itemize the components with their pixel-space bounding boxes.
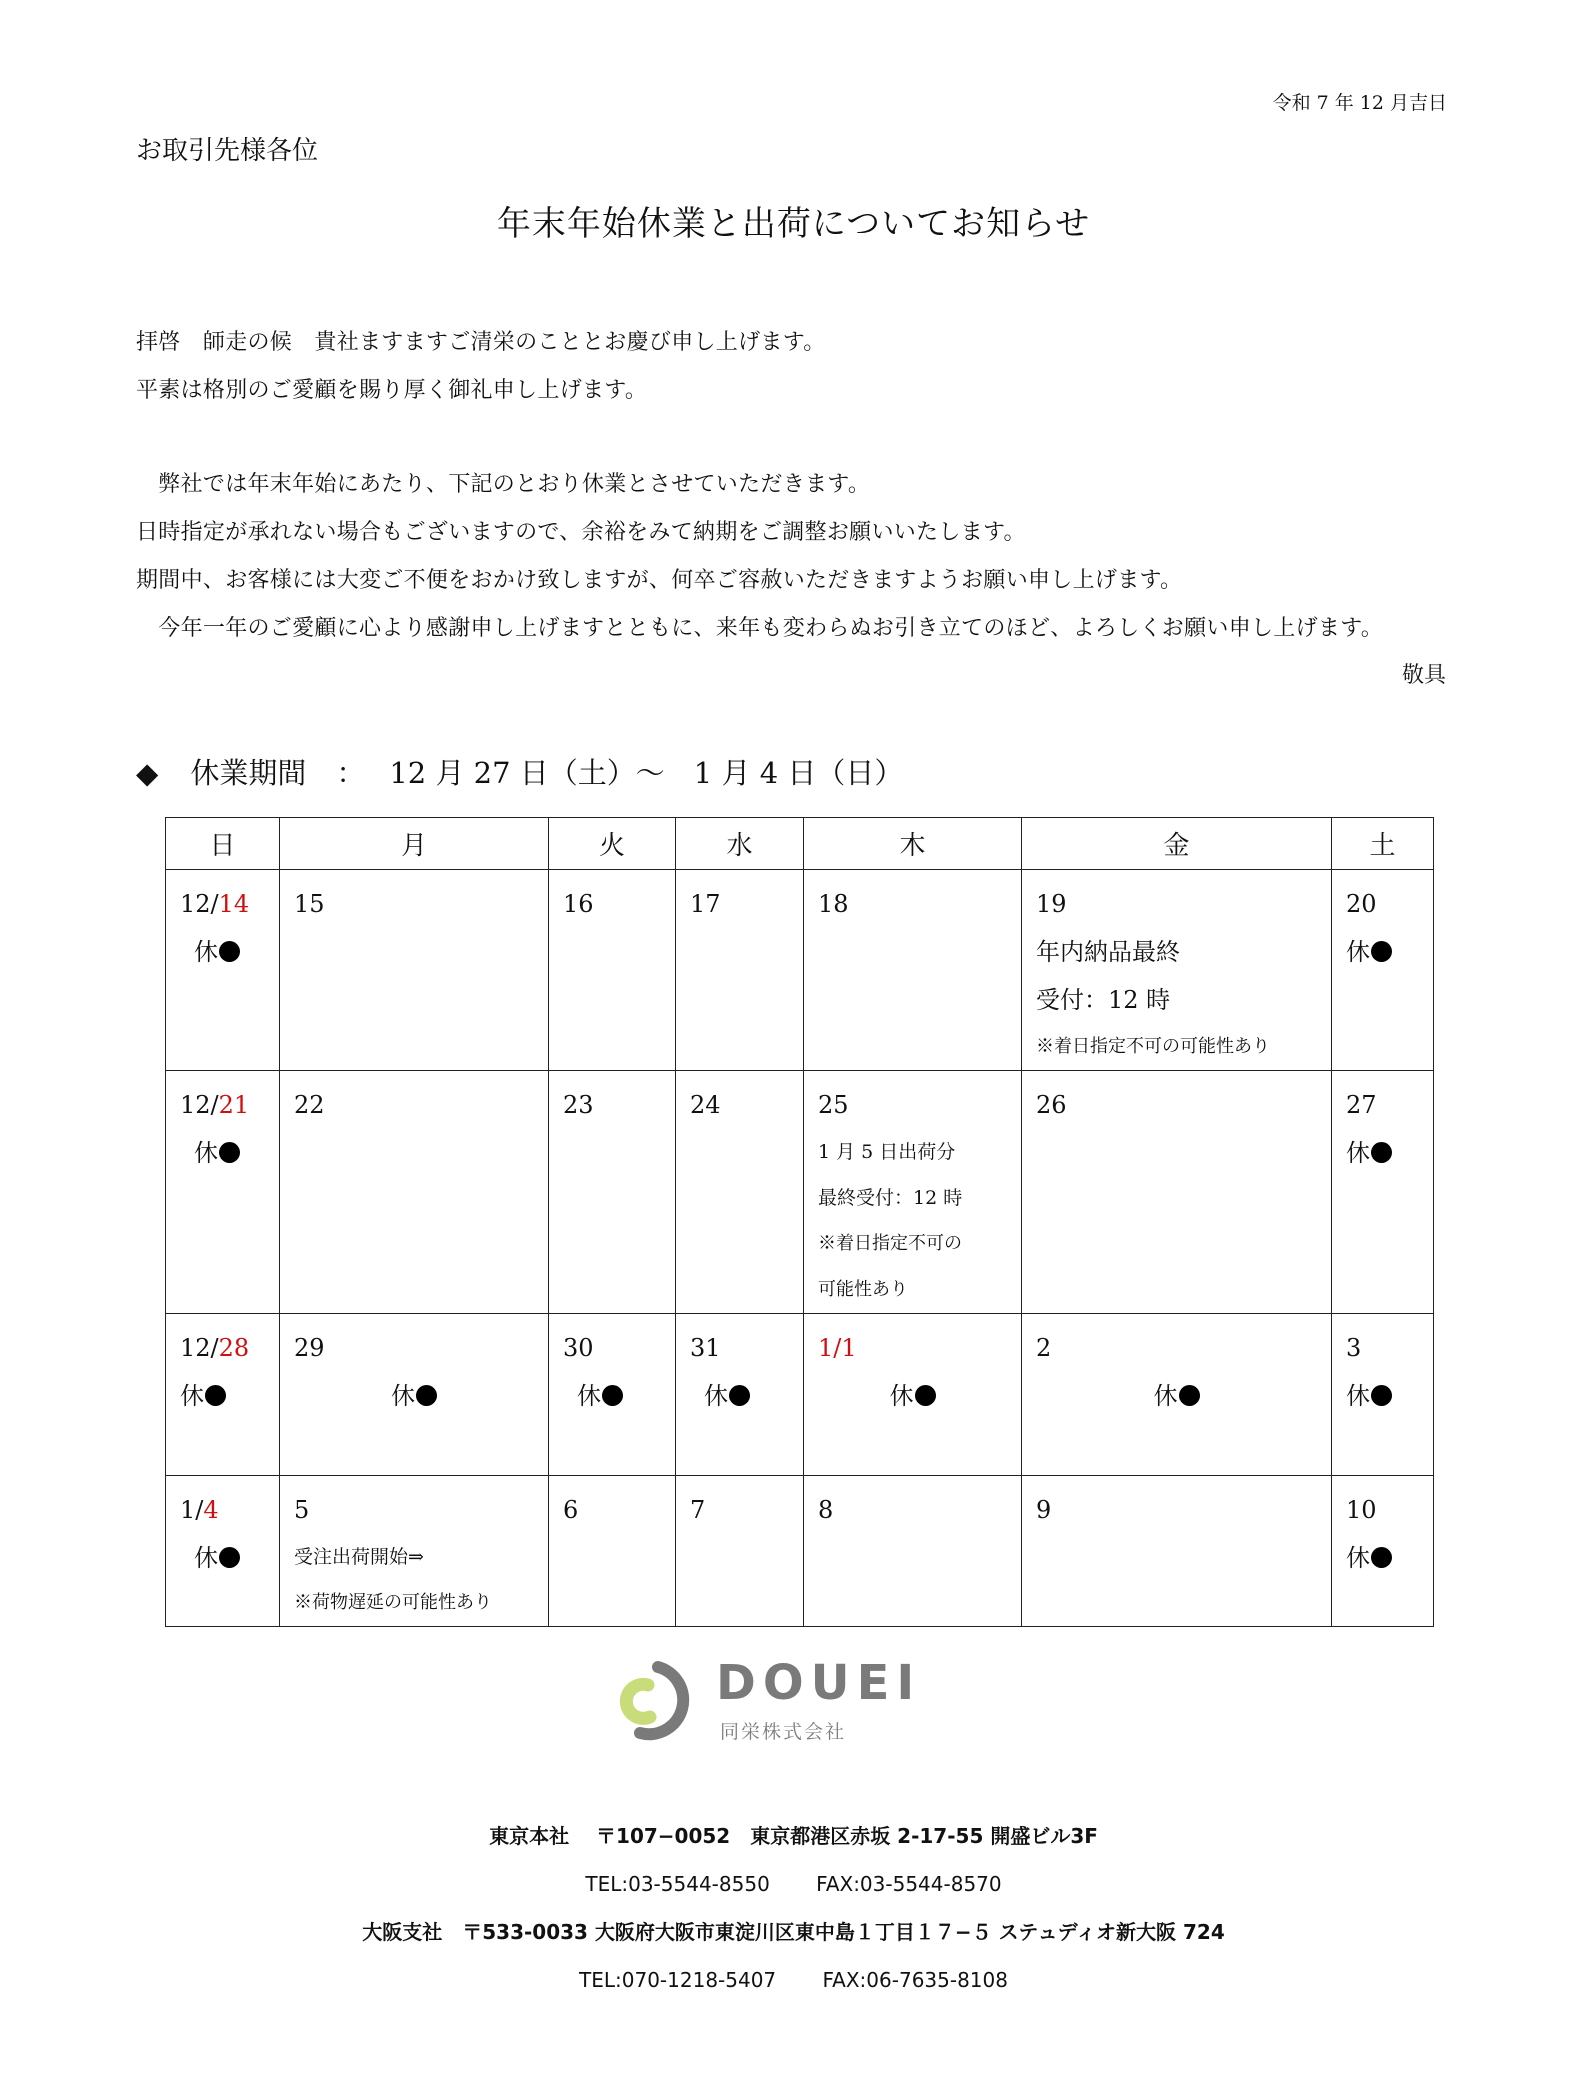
holiday-period-label: 休業期間 xyxy=(190,756,307,790)
calendar-day-cell xyxy=(1332,1071,1434,1314)
cell-note: 受注出荷開始⇒ xyxy=(294,1546,424,1568)
closed-mark: 休 xyxy=(1346,1372,1433,1420)
closed-mark: 休 xyxy=(1346,928,1433,976)
header-friday: 金 xyxy=(1022,818,1332,870)
closed-dot-icon xyxy=(416,1385,437,1406)
logo-name: DOUEI xyxy=(716,1655,922,1711)
calendar-day-cell xyxy=(1022,1476,1332,1627)
day-number: 29 xyxy=(294,1334,325,1362)
greeting-line-2: 平素は格別のご愛顧を賜り厚く御礼申し上げます。 xyxy=(136,378,648,403)
closed-mark: 休 xyxy=(690,1372,803,1420)
calendar-day-cell xyxy=(676,1071,804,1314)
holiday-calendar xyxy=(165,817,1434,1627)
day-number: 17 xyxy=(690,890,721,918)
calendar-header-row xyxy=(166,818,1434,870)
closed-mark: 休 xyxy=(1346,1534,1433,1582)
day-number: 20 xyxy=(1346,890,1377,918)
holiday-period-colon: ： xyxy=(336,756,366,790)
tokyo-office-address: 東京本社 〒107−0052 東京都港区赤坂 2-17-55 開盛ビル3F xyxy=(489,1824,1098,1848)
day-number: 22 xyxy=(294,1091,325,1119)
header-wednesday: 水 xyxy=(676,818,804,870)
notice-line-4: 今年一年のご愛顧に心より感謝申し上げますとともに、来年も変わらぬお引き立てのほど、よろしくお願い申し上げます。 xyxy=(136,616,1384,641)
calendar-day-cell xyxy=(1022,870,1332,1071)
calendar-day-cell xyxy=(280,1476,549,1627)
calendar-day-cell xyxy=(166,1314,280,1476)
addressee: お取引先様各位 xyxy=(136,136,319,166)
header-sunday: 日 xyxy=(166,818,280,870)
closed-dot-icon xyxy=(1179,1385,1200,1406)
closed-mark: 休 xyxy=(1022,1372,1331,1420)
cell-note: 年内納品最終 xyxy=(1036,938,1180,966)
calendar-day-cell xyxy=(676,1314,804,1476)
holiday-period-value: 12 月 27 日（土）～ 1 月 4 日（日） xyxy=(389,756,904,790)
day-number: 25 xyxy=(818,1091,849,1119)
calendar-day-cell xyxy=(166,870,280,1071)
day-number: 16 xyxy=(563,890,594,918)
day-number: 1/1 xyxy=(818,1334,857,1362)
calendar-day-cell xyxy=(676,1476,804,1627)
calendar-day-cell xyxy=(280,1071,549,1314)
header-saturday: 土 xyxy=(1332,818,1434,870)
day-number: 2 xyxy=(1036,1334,1052,1362)
calendar-day-cell xyxy=(549,1476,676,1627)
closed-dot-icon xyxy=(219,1547,240,1568)
header-monday: 月 xyxy=(280,818,549,870)
day-number: 8 xyxy=(818,1496,834,1524)
calendar-day-cell xyxy=(676,870,804,1071)
header-thursday: 木 xyxy=(804,818,1022,870)
closed-dot-icon xyxy=(1371,1385,1392,1406)
calendar-day-cell xyxy=(549,1071,676,1314)
closing-word: 敬具 xyxy=(1401,663,1446,688)
calendar-day-cell xyxy=(1332,1476,1434,1627)
closed-mark: 休 xyxy=(180,928,279,976)
cell-note-small: ※着日指定不可の可能性あり xyxy=(1036,1036,1270,1057)
day-number: 12/14 xyxy=(180,890,250,918)
calendar-day-cell xyxy=(280,1314,549,1476)
calendar-day-cell xyxy=(804,1071,1022,1314)
closed-dot-icon xyxy=(729,1385,750,1406)
closed-mark: 休 xyxy=(563,1372,675,1420)
cell-note: 受付：12 時 xyxy=(1036,986,1171,1014)
calendar-week-row xyxy=(166,1476,1434,1627)
osaka-office-address: 大阪支社 〒533-0033 大阪府大阪市東淀川区東中島１丁目１７−５ ステュディオ新大阪 724 xyxy=(362,1920,1225,1944)
day-number: 9 xyxy=(1036,1496,1052,1524)
calendar-week-row xyxy=(166,1071,1434,1314)
calendar-day-cell xyxy=(804,870,1022,1071)
document-title: 年末年始休業と出荷についてお知らせ xyxy=(496,204,1091,244)
calendar-day-cell xyxy=(804,1476,1022,1627)
douei-logo-mark-icon xyxy=(608,1655,700,1747)
closed-dot-icon xyxy=(1371,1142,1392,1163)
logo-company-name: 同栄株式会社 xyxy=(720,1721,847,1743)
day-number: 24 xyxy=(690,1091,721,1119)
calendar-day-cell xyxy=(166,1476,280,1627)
calendar-day-cell xyxy=(1332,1314,1434,1476)
osaka-office-contact: TEL:070-1218-5407 FAX:06-7635-8108 xyxy=(579,1968,1008,1992)
calendar-day-cell xyxy=(280,870,549,1071)
cell-note-small: ※着日指定不可の xyxy=(818,1233,962,1254)
calendar-day-cell xyxy=(804,1314,1022,1476)
notice-line-3: 期間中、お客様には大変ご不便をおかけ致しますが、何卒ご容赦いただきますようお願い申し上げます。 xyxy=(136,568,1183,593)
day-number: 6 xyxy=(563,1496,579,1524)
document-date: 令和 7 年 12 月吉日 xyxy=(1272,92,1447,114)
closed-dot-icon xyxy=(1371,1547,1392,1568)
cell-note: 1 月 5 日出荷分 xyxy=(818,1141,956,1163)
day-number: 30 xyxy=(563,1334,594,1362)
day-number: 31 xyxy=(690,1334,721,1362)
day-number: 1/4 xyxy=(180,1496,219,1524)
calendar-day-cell xyxy=(1022,1071,1332,1314)
notice-line-1: 弊社では年末年始にあたり、下記のとおり休業とさせていただきます。 xyxy=(136,472,871,497)
day-number: 12/28 xyxy=(180,1334,250,1362)
closed-dot-icon xyxy=(205,1385,226,1406)
day-number: 10 xyxy=(1346,1496,1377,1524)
day-number: 12/21 xyxy=(180,1091,250,1119)
closed-dot-icon xyxy=(602,1385,623,1406)
cell-note: 最終受付：12 時 xyxy=(818,1187,963,1209)
closed-mark: 休 xyxy=(804,1372,1021,1420)
calendar-day-cell xyxy=(166,1071,280,1314)
closed-mark: 休 xyxy=(180,1534,279,1582)
day-number: 23 xyxy=(563,1091,594,1119)
closed-mark: 休 xyxy=(280,1372,548,1420)
day-number: 27 xyxy=(1346,1091,1377,1119)
day-number: 5 xyxy=(294,1496,310,1524)
calendar-day-cell xyxy=(1332,870,1434,1071)
holiday-period xyxy=(136,751,903,792)
calendar-week-row xyxy=(166,870,1434,1071)
closed-mark: 休 xyxy=(180,1372,279,1420)
calendar-day-cell xyxy=(1022,1314,1332,1476)
closed-dot-icon xyxy=(219,941,240,962)
calendar-day-cell xyxy=(549,870,676,1071)
closed-mark: 休 xyxy=(1346,1129,1433,1177)
closed-dot-icon xyxy=(219,1142,240,1163)
cell-note-small: ※荷物遅延の可能性あり xyxy=(294,1592,492,1613)
day-number: 18 xyxy=(818,890,849,918)
calendar-week-row xyxy=(166,1314,1434,1476)
day-number: 15 xyxy=(294,890,325,918)
tokyo-office-contact: TEL:03-5544-8550 FAX:03-5544-8570 xyxy=(585,1872,1002,1896)
greeting-line-1: 拝啓 師走の候 貴社ますますご清栄のこととお慶び申し上げます。 xyxy=(136,330,826,355)
header-tuesday: 火 xyxy=(549,818,676,870)
calendar-day-cell xyxy=(549,1314,676,1476)
company-logo xyxy=(608,1655,1028,1747)
notice-line-2: 日時指定が承れない場合もございますので、余裕をみて納期をご調整お願いいたします。 xyxy=(136,520,1026,545)
diamond-bullet-icon: ◆ xyxy=(136,756,159,790)
closed-mark: 休 xyxy=(180,1129,279,1177)
closed-dot-icon xyxy=(915,1385,936,1406)
day-number: 26 xyxy=(1036,1091,1067,1119)
cell-note-small: 可能性あり xyxy=(818,1279,908,1300)
day-number: 19 xyxy=(1036,890,1067,918)
day-number: 7 xyxy=(690,1496,706,1524)
closed-dot-icon xyxy=(1371,941,1392,962)
day-number: 3 xyxy=(1346,1334,1362,1362)
